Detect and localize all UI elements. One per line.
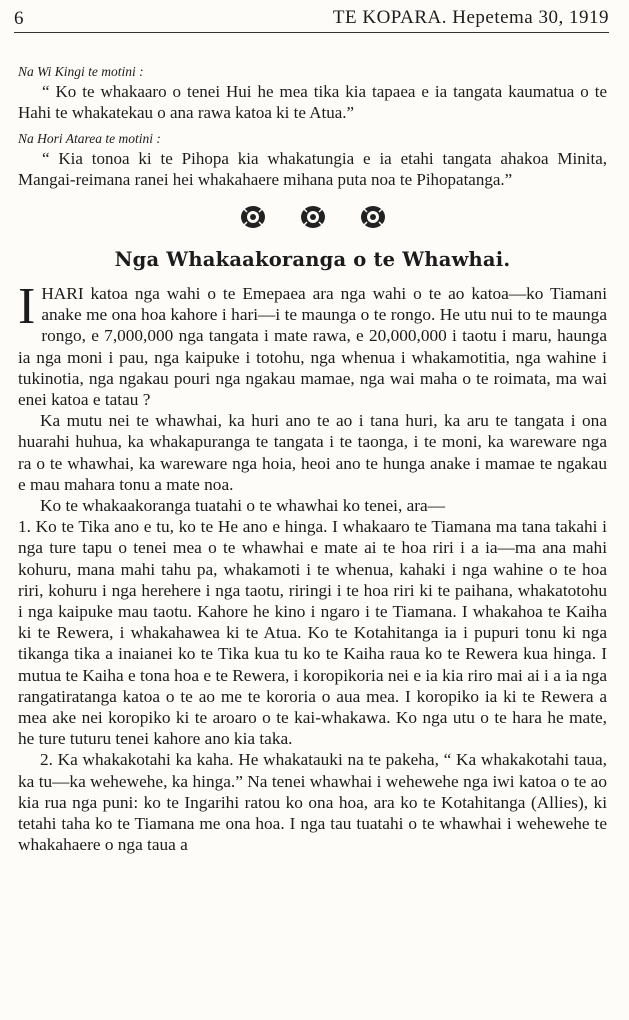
article-paragraph [18, 278, 607, 410]
motion-label: Na Wi Kingi te motini : [18, 64, 144, 79]
drop-cap: I [18, 278, 36, 335]
motion-text [18, 82, 607, 123]
flower-ornament-icon [239, 204, 267, 230]
page-number: 6 [14, 8, 24, 29]
article-paragraph: Ka mutu nei te whawhai, ka huri ano te ao i tana huri, ka aru te tangata i ona huarahi huhua, ka whakapuranga te tangata i te taonga, i te moni, ka wareware nga ra o te whawhai, ka wareware nga hoia, heoi ano te hunga anake i mamae te ngakau e mau mahara tonu a mate noa. [18, 411, 607, 494]
motion-label: Na Hori Atarea te motini : [18, 131, 161, 146]
paragraph-text: HARI katoa nga wahi o te Emepaea ara nga wahi o te ao katoa—ko Tiamani anake me ona hoa kahore i hari—i te maunga o te rongo. He utu nui to te maunga rongo, e 7,000,000 nga tangata i mate rawa, e 20,000,000 i taotu i maru, haunga ia nga moni i pau, nga kaipuke i totohu, nga whenua i whakamotitia, nga wahine i tukinotia, nga ngakau pouri nga ngakau mamae, nga wai maha o te roimata, ma wai enei katoa e tatau ? [18, 284, 607, 410]
ornament-divider [18, 204, 607, 234]
motion-text [18, 149, 607, 190]
article-paragraph: 2. Ka whakakotahi ka kaha. He whakatauki na te pakeha, “ Ka whakakotahi taua, ka tu—ka wehewehe, ka hinga.” Na tenei whawhai i wehewehe nga iwi katoa o te ao kia rua nga puni: ko te Ingarihi ratou ko ona hoa, ara ko te Kotahitanga (Allies), ki tetahi taha ko te Tiamana me ona hoa. I nga tau tuatahi o te whawhai i wehewehe te whakahaere o nga taua a [18, 750, 607, 855]
article-paragraph: 1. Ko te Tika ano e tu, ko te He ano e hinga. I whakaaro te Tiamana ma tana takahi i nga ture tapu o tenei mea o te whawhai e mate ai te hoa riri i a ia—ma ana mahi kohuru, mana mahi tahu pa, whakamoti i te whenua, kahaki i nga wahine o te hoa riri, kohuru i nga herehere i nga taotu, riringi i te hoa riri ki te paihana, whakatotohu i nga kaipuke mau taotu. Kahore he kino i ngaro i te Tiamana. I whakahoa te Kaiha ki te Rewera, i whakahawea ki te Atua. Ko te Kotahitanga ia i pupuri tonu ki nga tikanga tika a inaianei ko te Tika kua tu ko te Kaiha raua ko te Rewera kua hinga. I mutua te Kaiha e tona hoa e te Rewera, i koropikoria nei e ia kia riro mai ai i a ia nga rangatiratanga katoa o te ao me te kororia o aua mea. I koropiko ia ki te Rewera a mea ake nei koropiko ki te aroaro o te kai-whakawa. Ko nga utu o te hara he mate, he ture tuturu tenei kahore ano kia taka. [18, 517, 607, 749]
flower-ornament-icon [359, 204, 387, 230]
article-body [18, 278, 607, 855]
motion-text-content: “ Ko te whakaaro o tenei Hui he mea tika kia tapaea e ia tangata kaumatua o te Hahi te whakatekau o ana rawa katoa ki te Atua.” [18, 82, 607, 122]
section-title: Nga Whakaakoranga o te Whawhai. [114, 248, 511, 271]
page-content [18, 62, 607, 855]
motion-block [18, 62, 607, 123]
running-title: TE KOPARA. Hepetema 30, 1919 [332, 7, 609, 28]
motion-text-content: “ Kia tonoa ki te Pihopa kia whakatungia e ia etahi tangata ahakoa Minita, Mangai-reimana ranei hei whakahaere mihana puta noa te Pihopatanga.” [18, 149, 607, 189]
page-header [14, 6, 609, 33]
article-paragraph: Ko te whakaakoranga tuatahi o te whawhai ko tenei, ara— [40, 496, 445, 516]
motion-block [18, 129, 607, 190]
flower-ornament-icon [299, 204, 327, 230]
